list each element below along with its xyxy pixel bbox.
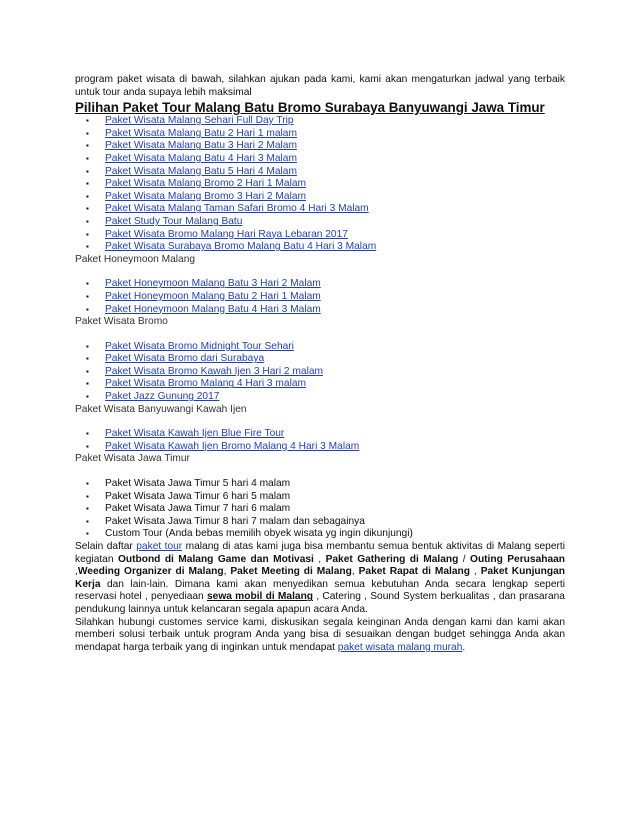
list-item-link[interactable]: Paket Wisata Malang Batu 4 Hari 3 Malam <box>105 152 297 164</box>
list-item[interactable] <box>75 441 565 454</box>
list-item[interactable] <box>75 128 565 141</box>
bullet-icon: ▪ <box>86 166 89 176</box>
list-item-link[interactable]: Paket Wisata Malang Sehari Full Day Trip <box>105 115 294 127</box>
bullet-icon: ▪ <box>86 491 89 501</box>
bullet-icon: ▪ <box>86 304 89 314</box>
list-item[interactable] <box>75 140 565 153</box>
bullet-icon: ▪ <box>86 429 89 439</box>
kunjungan-text: Paket Kunjungan Kerja <box>75 566 565 590</box>
bullet-icon: ▪ <box>86 128 89 138</box>
list-item-link[interactable]: Paket Wisata Bromo Kawah Ijen 3 Hari 2 malam <box>105 365 323 377</box>
bullet-icon: ▪ <box>86 366 89 376</box>
bullet-icon: ▪ <box>86 216 89 226</box>
list-item[interactable] <box>75 391 565 404</box>
list-item-link[interactable]: Paket Wisata Surabaya Bromo Malang Batu 4 Hari 3 Malam <box>105 241 377 253</box>
list-item-link[interactable]: Paket Study Tour Malang Batu <box>105 215 243 227</box>
list-item[interactable] <box>75 115 565 128</box>
list-item-link[interactable]: Paket Wisata Malang Bromo 2 Hari 1 Malam <box>105 178 306 190</box>
services-paragraph <box>75 541 565 617</box>
meeting-text: Paket Meeting di Malang <box>230 566 352 578</box>
bullet-icon: ▪ <box>86 479 89 489</box>
sewa-mobil-link[interactable]: sewa mobil di Malang <box>207 591 314 603</box>
list-item-text: Paket Wisata Jawa Timur 5 hari 4 malam <box>105 478 291 490</box>
tour-list <box>75 115 565 254</box>
list-item[interactable] <box>75 353 565 366</box>
list-item-link[interactable]: Paket Wisata Bromo dari Surabaya <box>105 353 265 365</box>
section-heading: Pilihan Paket Tour Malang Batu Bromo Surabaya Banyuwangi Jawa Timur <box>75 100 545 116</box>
bromo-list <box>75 341 565 404</box>
text: . <box>462 641 466 653</box>
bullet-icon: ▪ <box>86 229 89 239</box>
bullet-icon: ▪ <box>86 291 89 301</box>
outing-text: Outing Perusahaan <box>470 553 566 565</box>
list-item-text: Paket Wisata Jawa Timur 8 hari 7 malam dan sebagainya <box>105 515 365 527</box>
bullet-icon: ▪ <box>86 191 89 201</box>
bromo-title: Paket Wisata Bromo <box>75 316 168 328</box>
text: Silahkan hubungi customes service kami, diskusikan segala keinginan Anda dengan kami dan kami akan memberi solusi terbaik untuk program Anda yang bisa di sesuaikan dengan budget sehingga Anda akan mendapat harga terbaik yang di inginkan untuk mendapat <box>75 616 565 653</box>
bullet-icon: ▪ <box>86 379 89 389</box>
list-item[interactable] <box>75 203 565 216</box>
bullet-icon: ▪ <box>86 341 89 351</box>
list-item-link[interactable]: Paket Wisata Malang Taman Safari Bromo 4 Hari 3 Malam <box>105 203 369 215</box>
list-item-text: Paket Wisata Jawa Timur 7 hari 6 malam <box>105 503 291 515</box>
list-item[interactable] <box>75 229 565 242</box>
list-item-link[interactable]: Paket Wisata Bromo Midnight Tour Sehari <box>105 340 294 352</box>
bullet-icon: ▪ <box>86 179 89 189</box>
bullet-icon: ▪ <box>86 279 89 289</box>
bullet-icon: ▪ <box>86 441 89 451</box>
list-item[interactable] <box>75 366 565 379</box>
list-item[interactable] <box>75 191 565 204</box>
ijen-list <box>75 428 565 453</box>
list-item-link[interactable]: Paket Wisata Bromo Malang Hari Raya Lebaran 2017 <box>105 228 348 240</box>
contact-paragraph <box>75 617 565 655</box>
text: , <box>470 566 481 578</box>
bullet-icon: ▪ <box>86 529 89 539</box>
list-item[interactable] <box>75 153 565 166</box>
text: / <box>458 553 471 565</box>
text: , <box>351 566 359 578</box>
bullet-icon: ▪ <box>86 242 89 252</box>
list-item <box>75 503 565 516</box>
list-item[interactable] <box>75 428 565 441</box>
list-item-link[interactable]: Paket Wisata Malang Batu 2 Hari 1 malam <box>105 127 297 139</box>
document-page <box>75 74 565 654</box>
list-item-link[interactable]: Paket Honeymoon Malang Batu 3 Hari 2 Malam <box>105 278 321 290</box>
ijen-title: Paket Wisata Banyuwangi Kawah Ijen <box>75 403 247 415</box>
list-item[interactable] <box>75 304 565 317</box>
list-item <box>75 478 565 491</box>
list-item[interactable] <box>75 178 565 191</box>
intro-paragraph: program paket wisata di bawah, silahkan ajukan pada kami, kami akan mengaturkan jadwal yang terbaik untuk tour anda supaya lebih maksimal <box>75 74 565 98</box>
honeymoon-title: Paket Honeymoon Malang <box>75 253 196 265</box>
weeding-text: Weeding Organizer di Malang <box>77 566 224 578</box>
list-item[interactable] <box>75 278 565 291</box>
list-item[interactable] <box>75 166 565 179</box>
paket-wisata-murah-link[interactable]: paket wisata malang murah <box>337 641 463 653</box>
outbond-text: Outbond di Malang Game dan Motivasi <box>117 553 314 565</box>
list-item[interactable] <box>75 291 565 304</box>
bullet-icon: ▪ <box>86 354 89 364</box>
bullet-icon: ▪ <box>86 204 89 214</box>
text: , Catering , Sound System berkualitas , dan prasarana pendukung lainnya untuk kelancaran segala apapun acara Anda. <box>75 591 565 615</box>
paket-tour-link[interactable]: paket tour <box>136 541 183 552</box>
list-item-link[interactable]: Paket Wisata Malang Bromo 3 Hari 2 Malam <box>105 190 306 202</box>
list-item <box>75 491 565 504</box>
list-item-text: Paket Wisata Jawa Timur 6 hari 5 malam <box>105 490 291 502</box>
jatim-list <box>75 478 565 541</box>
text: , <box>223 566 231 578</box>
text: , <box>75 566 78 578</box>
list-item-text: Custom Tour (Anda bebas memilih obyek wisata yg ingin dikunjungi) <box>105 528 413 540</box>
gathering-text: Paket Gathering di Malang <box>325 553 459 565</box>
bullet-icon: ▪ <box>86 116 89 126</box>
list-item[interactable] <box>75 341 565 354</box>
text: Selain daftar <box>75 541 137 552</box>
list-item[interactable] <box>75 241 565 254</box>
bullet-icon: ▪ <box>86 504 89 514</box>
jatim-title: Paket Wisata Jawa Timur <box>75 453 190 465</box>
text: dan lain-lain. Dimana kami akan menyedikan semua kebutuhan Anda secara lengkap seperti reservasi hotel , penyediaan <box>75 578 565 603</box>
list-item-link[interactable]: Paket Wisata Kawah Ijen Bromo Malang 4 Hari 3 Malam <box>105 440 360 452</box>
text: , <box>313 553 326 565</box>
list-item-link[interactable]: Paket Honeymoon Malang Batu 2 Hari 1 Malam <box>105 290 321 302</box>
list-item-link[interactable]: Paket Jazz Gunung 2017 <box>105 391 220 403</box>
list-item-link[interactable]: Paket Wisata Malang Batu 5 Hari 4 Malam <box>105 165 297 177</box>
list-item-link[interactable]: Paket Wisata Bromo Malang 4 Hari 3 malam <box>105 378 306 390</box>
bullet-icon: ▪ <box>86 516 89 526</box>
list-item <box>75 528 565 541</box>
bullet-icon: ▪ <box>86 153 89 163</box>
list-item-link[interactable]: Paket Honeymoon Malang Batu 4 Hari 3 Malam <box>105 303 321 315</box>
text: malang di atas kami juga bisa membantu semua bentuk aktivitas di Malang seperti kegiatan <box>75 541 566 565</box>
list-item-link[interactable]: Paket Wisata Malang Batu 3 Hari 2 Malam <box>105 140 297 152</box>
bullet-icon: ▪ <box>86 141 89 151</box>
rapat-text: Paket Rapat di Malang <box>358 566 471 578</box>
list-item <box>75 516 565 529</box>
list-item-link[interactable]: Paket Wisata Kawah Ijen Blue Fire Tour <box>105 428 285 440</box>
list-item[interactable] <box>75 378 565 391</box>
honeymoon-list <box>75 278 565 316</box>
list-item[interactable] <box>75 216 565 229</box>
bullet-icon: ▪ <box>86 392 89 402</box>
